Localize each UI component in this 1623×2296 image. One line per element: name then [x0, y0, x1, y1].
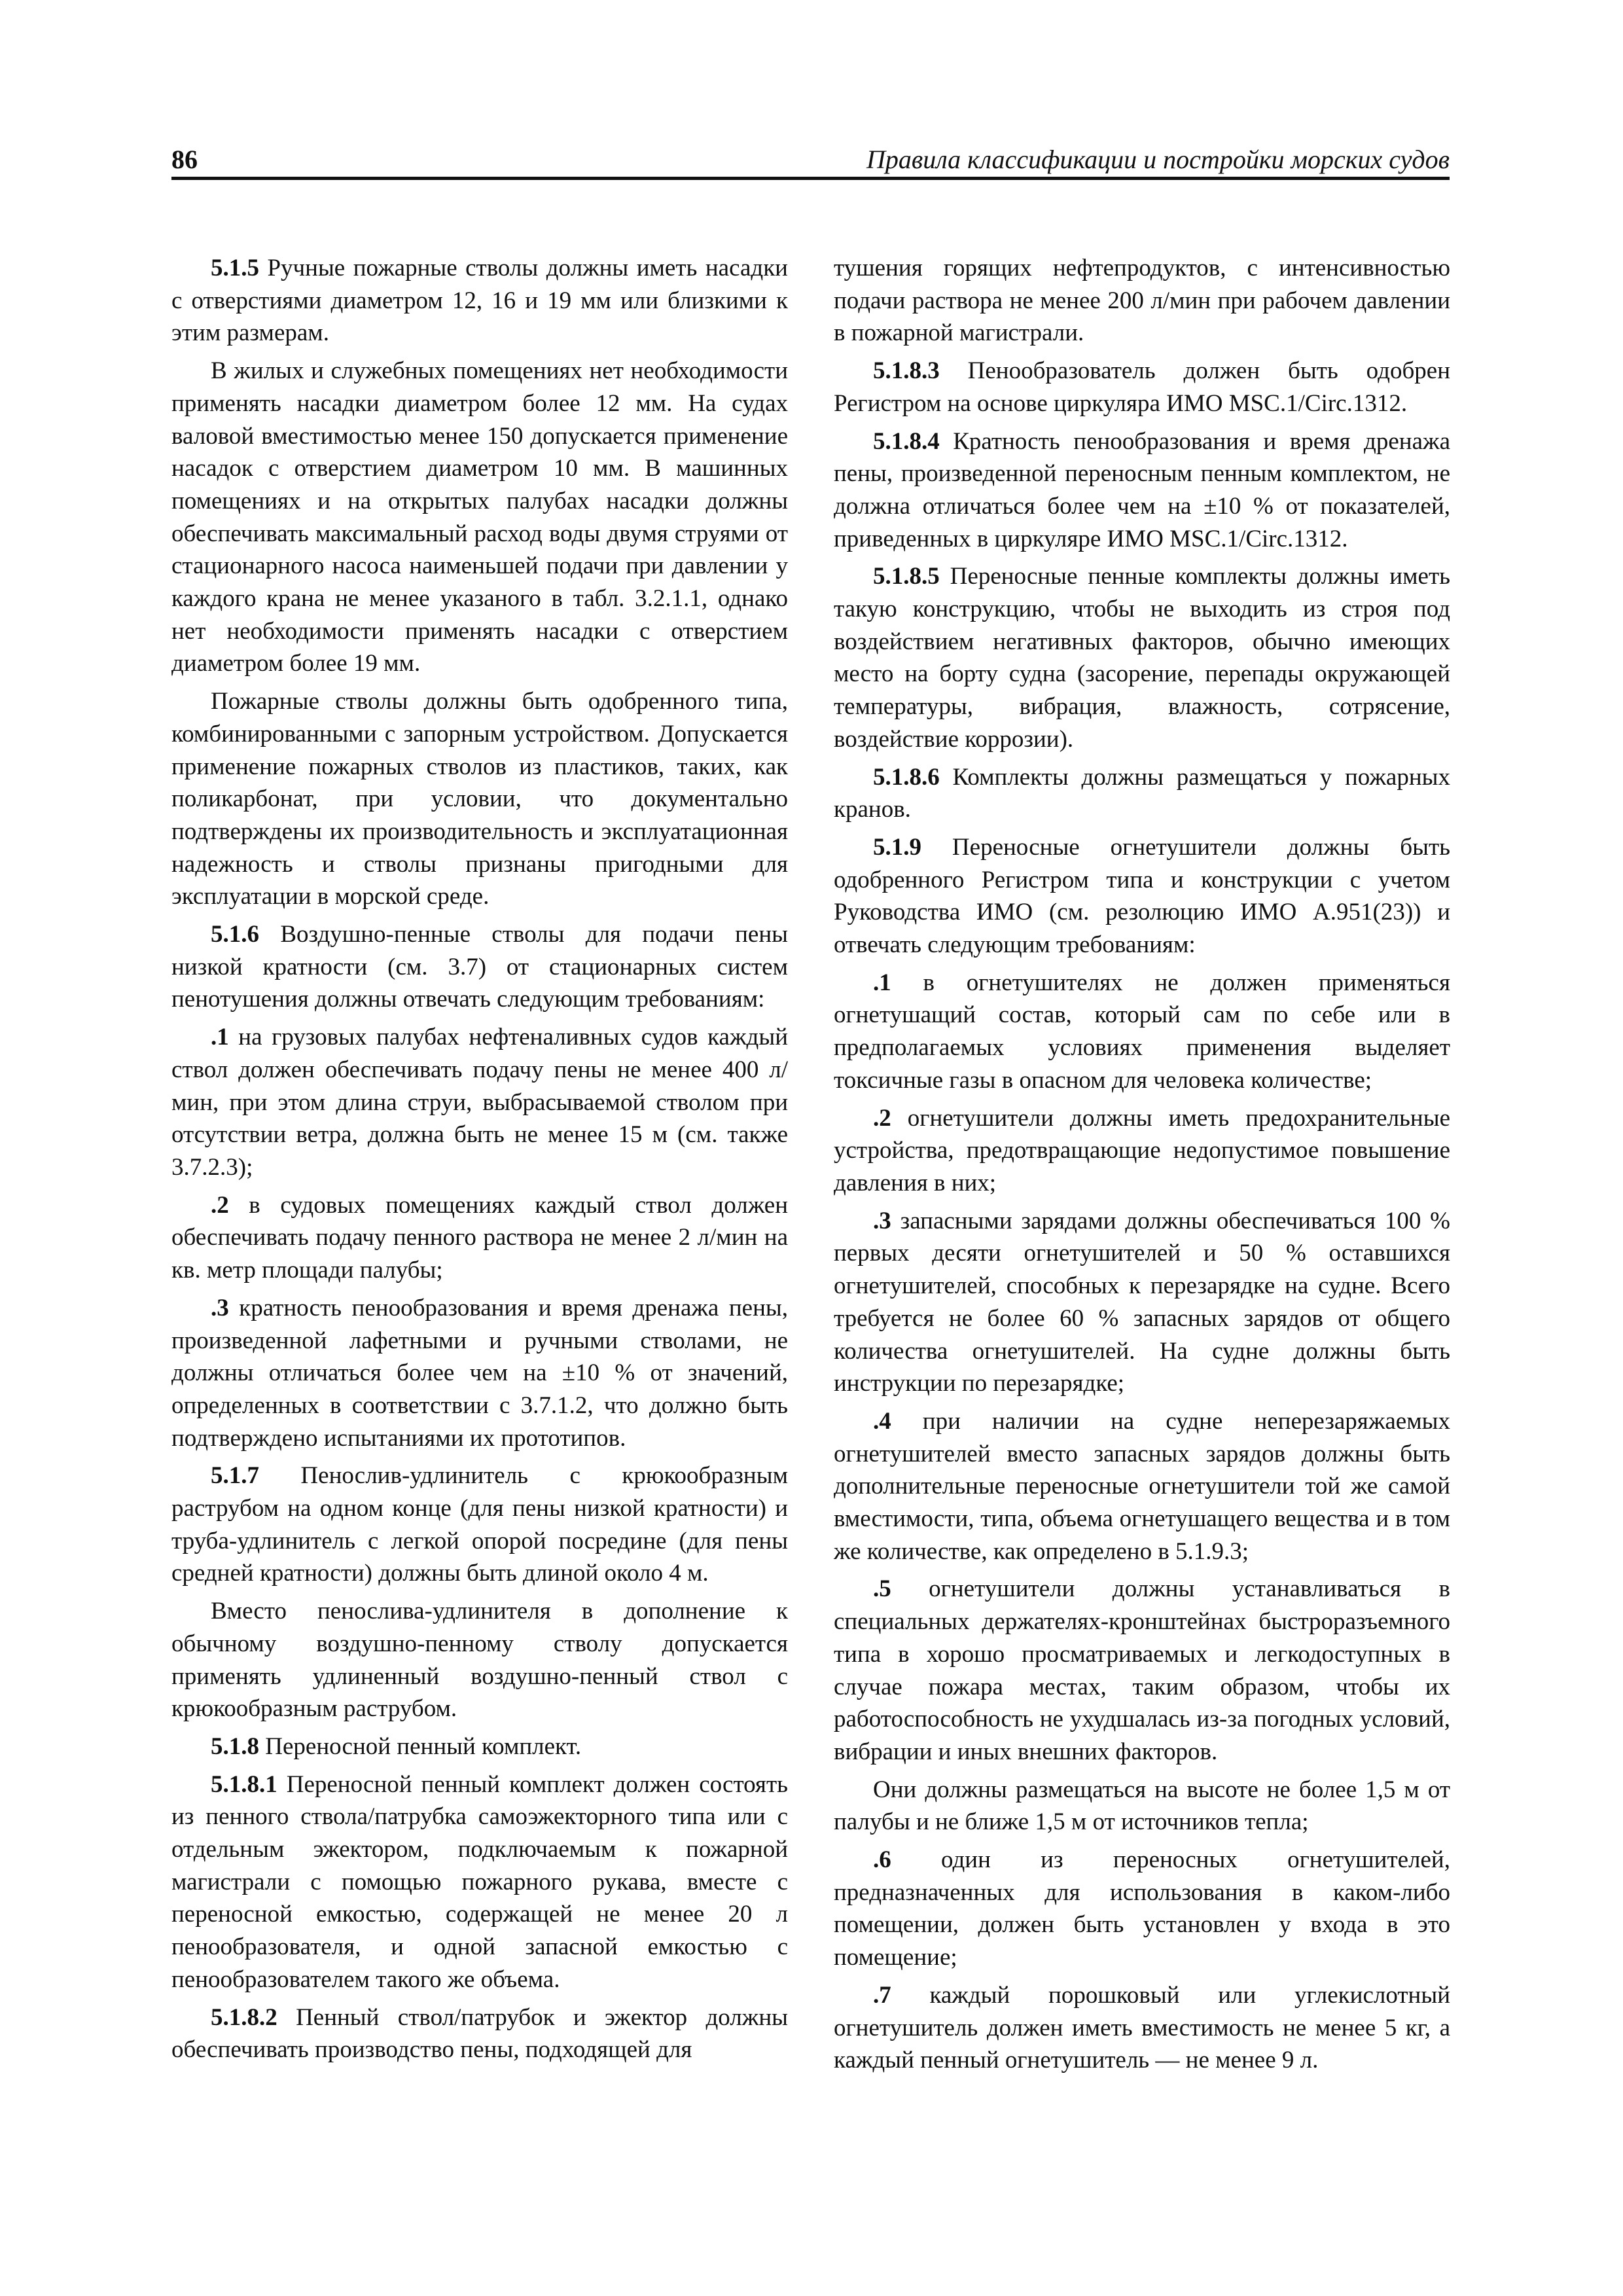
paragraph-text: Пенообразователь должен быть одобрен Регистром на основе циркуляра ИМО MSC.1/Circ.1312.	[834, 357, 1450, 417]
clause-number: .3	[873, 1207, 891, 1234]
paragraph	[834, 1405, 1450, 1568]
paragraph	[171, 1768, 788, 1996]
paragraph	[834, 1102, 1450, 1200]
clause-number: 5.1.7	[211, 1462, 259, 1490]
clause-number: 5.1.6	[211, 921, 259, 948]
paragraph-text: каждый порошковый или углекислотный огнетушитель должен иметь вместимость не менее 5 кг, а каждый пенный огнетушитель — не менее 9 л.	[834, 1981, 1450, 2074]
clause-number: 5.1.8.5	[873, 563, 940, 590]
clause-number: .2	[873, 1104, 891, 1132]
paragraph	[834, 1774, 1450, 1839]
page-header	[171, 143, 1450, 180]
clause-number: .7	[873, 1981, 891, 2009]
paragraph-text: Ручные пожарные стволы должны иметь насадки с отверстиями диаметром 12, 16 и 19 мм или близкими к этим размерам.	[171, 255, 788, 347]
left-column	[171, 252, 788, 2072]
paragraph-text: в огнетушителях не должен применяться огнетушащий состав, который сам по себе или в предполагаемых условиях применения выделяет токсичные газы в опасном для человека количестве;	[834, 969, 1450, 1094]
paragraph-text: в судовых помещениях каждый ствол должен обеспечивать подачу пенного раствора не менее 2 л/мин на кв. метр площади палубы;	[171, 1191, 788, 1284]
paragraph-text: Вместо пенослива-удлинителя в дополнение к обычному воздушно-пенному стволу допускается применять удлиненный воздушно-пенный ствол с крюкообразным раструбом.	[171, 1598, 788, 1723]
right-column	[834, 252, 1450, 2082]
paragraph-text: запасными зарядами должны обеспечиваться 100 % первых десяти огнетушителей и 50 % оставшихся огнетушителей, способных к перезарядке на судне. Всего требуется не более 60 % запасных зарядов от общего количества огнетушителей. На судне должны быть инструкции по перезарядке;	[834, 1207, 1450, 1397]
clause-number: .6	[873, 1846, 891, 1874]
paragraph	[834, 425, 1450, 556]
paragraph	[834, 1844, 1450, 1974]
paragraph	[834, 831, 1450, 961]
paragraph	[834, 761, 1450, 826]
paragraph-text: Пожарные стволы должны быть одобренного типа, комбинированными с запорным устройством. Допускается применение пожарных стволов из пластиков, таких, как поликарбонат, при условии, что документально подтверждены их производительность и эксплуатационная надежность и стволы признаны пригодными для эксплуатации в морской среде.	[171, 688, 788, 910]
paragraph-text: Пенный ствол/патрубок и эжектор должны обеспечивать производство пены, подходящей для	[171, 2003, 788, 2064]
paragraph-text: Пенослив-удлинитель с крюкообразным раструбом на одном конце (для пены низкой кратности) и труба-удлинитель с легкой опорой посредине (для пены средней кратности) должны быть длиной около 4 м.	[171, 1462, 788, 1587]
paragraph-text: Комплекты должны размещаться у пожарных кранов.	[834, 763, 1450, 823]
paragraph-text: огнетушители должны устанавливаться в специальных держателях-кронштейнах быстроразъемного типа в хорошо просматриваемых и легкодоступных в случае пожара местах, таким образом, чтобы их работоспособность не ухудшалась из-за погодных условий, вибрации и иных внешних факторов.	[834, 1575, 1450, 1765]
paragraph-text: кратность пенообразования и время дренажа пены, произведенной лафетными и ручными стволами, не должны отличаться более чем на ±10 % от значений, определенных в соответствии с 3.7.1.2, что должно быть подтверждено испытаниями их прототипов.	[171, 1294, 788, 1452]
clause-number: .1	[211, 1024, 229, 1051]
paragraph	[171, 918, 788, 1016]
clause-number: .1	[873, 969, 891, 996]
paragraph-text: Они должны размещаться на высоте не более 1,5 м от палубы и не ближе 1,5 м от источников тепла;	[834, 1776, 1450, 1836]
paragraph	[171, 1021, 788, 1184]
clause-number: 5.1.8.2	[211, 2003, 277, 2031]
paragraph	[171, 1731, 788, 1763]
paragraph	[171, 252, 788, 350]
paragraph-text: на грузовых палубах нефтеналивных судов каждый ствол должен обеспечивать подачу пены не менее 400 л/мин, при этом длина струи, выбрасываемой стволом при отсутствии ветра, должна быть не менее 15 м (см. также 3.7.2.3);	[171, 1024, 788, 1181]
clause-number: 5.1.9	[873, 833, 921, 861]
paragraph	[834, 967, 1450, 1097]
page-number: 86	[171, 145, 198, 174]
paragraph-text: Переносные огнетушители должны быть одобренного Регистром типа и конструкции с учетом Руководства ИМО (см. резолюцию ИМО А.951(23)) и отвечать следующим требованиям:	[834, 833, 1450, 959]
paragraph	[834, 252, 1450, 350]
clause-number: 5.1.8.6	[873, 763, 940, 791]
paragraph-text: Переносные пенные комплекты должны иметь такую конструкцию, чтобы не выходить из строя под воздействием негативных факторов, обычно имеющих место на борту судна (засорение, перепады окружающей температуры, вибрация, влажность, сотрясение, воздействие коррозии).	[834, 563, 1450, 753]
clause-number: 5.1.5	[211, 255, 259, 281]
paragraph-text: Переносной пенный комплект должен состоять из пенного ствола/патрубка самоэжекторного типа или с отдельным эжектором, подключаемым к пожарной магистрали с помощью пожарного рукава, вместе с переносной емкостью, содержащей не менее 20 л пенообразователя, и одной запасной емкостью с пенообразователем такого же объема.	[171, 1770, 788, 1993]
clause-number: .2	[211, 1191, 229, 1219]
paragraph-text: Переносной пенный комплект.	[259, 1732, 582, 1760]
paragraph	[171, 1189, 788, 1287]
paragraph	[834, 560, 1450, 755]
paragraph	[171, 1595, 788, 1725]
paragraph	[171, 355, 788, 680]
clause-number: 5.1.8.3	[873, 357, 940, 385]
paragraph	[834, 1979, 1450, 2077]
clause-number: 5.1.8	[211, 1732, 259, 1760]
paragraph	[834, 355, 1450, 420]
paragraph	[171, 2001, 788, 2066]
paragraph	[834, 1573, 1450, 1768]
clause-number: .3	[211, 1294, 229, 1321]
paragraph-text: один из переносных огнетушителей, предназначенных для использования в каком-либо помещении, должен быть установлен у входа в это помещение;	[834, 1846, 1450, 1971]
clause-number: .5	[873, 1575, 891, 1603]
paragraph-text: Воздушно-пенные стволы для подачи пены низкой кратности (см. 3.7) от стационарных систем пенотушения должны отвечать следующим требованиям:	[171, 921, 788, 1013]
clause-number: 5.1.8.1	[211, 1770, 277, 1798]
clause-number: 5.1.8.4	[873, 427, 940, 455]
running-title: Правила классификации и постройки морских судов	[866, 145, 1450, 174]
paragraph-text: Кратность пенообразования и время дренажа пены, произведенной переносным пенным комплектом, не должна отличаться более чем на ±10 % от показателей, приведенных в циркуляре ИМО MSC.1/Circ.1312.	[834, 427, 1450, 552]
paragraph	[171, 1460, 788, 1590]
paragraph-text: при наличии на судне неперезаряжаемых огнетушителей вместо запасных зарядов должны быть дополнительные переносные огнетушители той же самой вместимости, типа, объема огнетушащего вещества и в том же количестве, как определено в 5.1.9.3;	[834, 1407, 1450, 1565]
paragraph	[834, 1205, 1450, 1400]
clause-number: .4	[873, 1407, 891, 1435]
paragraph	[171, 685, 788, 913]
paragraph-text: огнетушители должны иметь предохранительные устройства, предотвращающие недопустимое повышение давления в них;	[834, 1104, 1450, 1196]
paragraph-text: тушения горящих нефтепродуктов, с интенсивностью подачи раствора не менее 200 л/мин при рабочем давлении в пожарной магистрали.	[834, 255, 1450, 347]
paragraph-text: В жилых и служебных помещениях нет необходимости применять насадки диаметром более 12 мм. На судах валовой вместимостью менее 150 допускается применение насадок с отверстием диаметром 10 мм. В машинных помещениях и на открытых палубах насадки должны обеспечивать максимальный расход воды двумя струями от стационарного насоса наименьшей подачи при давлении у каждого крана не менее указаного в табл. 3.2.1.1, однако нет необходимости применять насадки с отверстием диаметром более 19 мм.	[171, 357, 788, 677]
paragraph	[171, 1292, 788, 1455]
